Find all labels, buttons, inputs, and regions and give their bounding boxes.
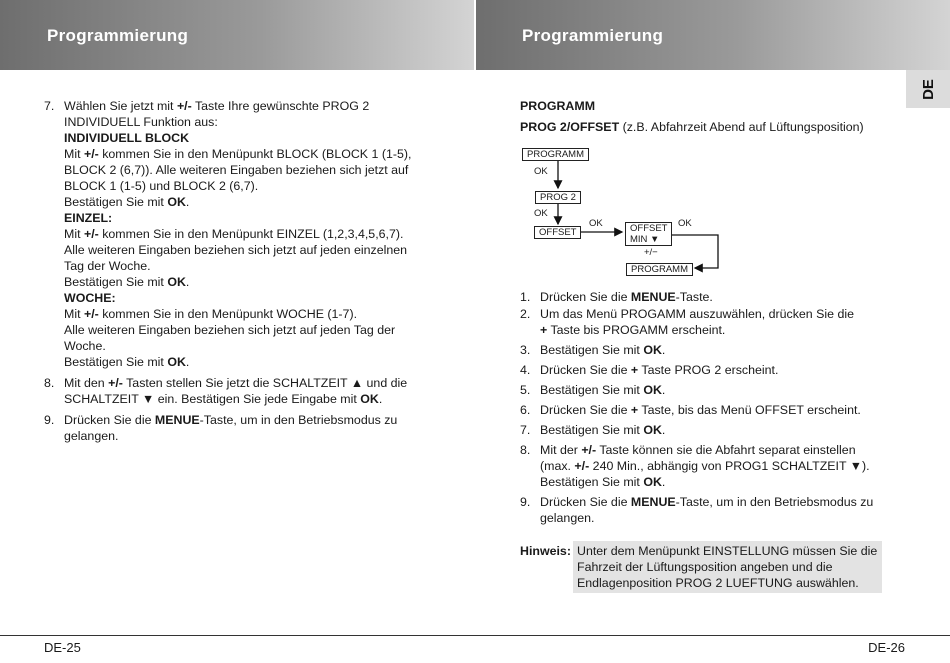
language-tab: [906, 70, 950, 108]
text: Taste PROG 2 erscheint.: [638, 363, 779, 377]
text: Mit: [64, 227, 84, 241]
hint-text: [573, 541, 882, 593]
item-number: 9.: [520, 495, 531, 509]
text: Alle weiteren Eingaben beziehen sich jetzt auf jeden einzelnen: [64, 243, 408, 257]
key-label: MENUE: [630, 290, 676, 304]
key-label: OK: [167, 355, 186, 369]
item-number: 8.: [44, 376, 55, 390]
key-label: OK: [167, 195, 186, 209]
text: Mit den: [64, 376, 109, 390]
hint-box: [520, 541, 882, 593]
text: SCHALTZEIT ▼ ein. Bestätigen Sie jede Eingabe mit: [64, 392, 361, 406]
text: Fahrzeit der Lüftungsposition angeben und die: [577, 560, 833, 574]
item-number: 3.: [520, 343, 531, 357]
text: Unter dem Menüpunkt EINSTELLUNG müssen Sie die: [577, 544, 878, 558]
right-column: [520, 98, 900, 135]
text: -Taste.: [675, 290, 713, 304]
list-item: [520, 402, 900, 418]
text: BLOCK 2 (6,7)). Alle weiteren Eingaben beziehen sich jetzt auf: [64, 163, 409, 177]
left-page-number: DE-25: [44, 640, 81, 655]
text: Taste bis PROGAMM erscheint.: [547, 323, 726, 337]
text: Bestätigen Sie mit: [540, 423, 644, 437]
list-item: [520, 362, 900, 378]
flow-box-programm-end: PROGRAMM: [626, 263, 693, 276]
text: Bestätigen Sie mit: [540, 343, 644, 357]
text: .: [185, 355, 190, 369]
key-label: +/-: [581, 443, 597, 457]
text: INDIVIDUELL Funktion aus:: [64, 115, 218, 129]
text: Mit: [64, 147, 84, 161]
text: Woche.: [64, 339, 106, 353]
flow-box-offset-min: [625, 222, 672, 246]
key-label: OK: [643, 343, 662, 357]
list-item: [520, 306, 900, 338]
text: OFFSET: [630, 223, 668, 234]
key-label: MENUE: [154, 413, 200, 427]
text: BLOCK 1 (1-5) und BLOCK 2 (6,7).: [64, 179, 259, 193]
text: (z.B. Abfahrzeit Abend auf Lüftungsposition): [619, 120, 864, 134]
text: Bestätigen Sie mit: [540, 475, 644, 489]
text: Bestätigen Sie mit: [540, 383, 644, 397]
hint-label: Hinweis:: [520, 544, 571, 558]
list-item: [520, 289, 900, 305]
key-label: OK: [360, 392, 379, 406]
text: Mit der: [540, 443, 582, 457]
subheading: INDIVIDUELL BLOCK: [64, 131, 190, 145]
text: Bestätigen Sie mit: [64, 275, 168, 289]
text: MIN ▼: [630, 234, 660, 245]
text: .: [185, 275, 190, 289]
text: Mit: [64, 307, 84, 321]
text: -Taste, um in den Betriebsmodus zu: [199, 413, 398, 427]
text: Drücken Sie die: [540, 403, 631, 417]
section-heading: PROGRAMM: [520, 99, 596, 113]
key-label: +/-: [574, 459, 590, 473]
text: Taste, bis das Menü OFFSET erscheint.: [638, 403, 861, 417]
section-subheading: PROG 2/OFFSET: [520, 120, 620, 134]
text: Alle weiteren Eingaben beziehen sich jetzt auf jeden Tag der: [64, 323, 396, 337]
text: Drücken Sie die: [540, 495, 631, 509]
text: .: [661, 343, 666, 357]
text: .: [661, 475, 666, 489]
list-item: [44, 375, 424, 407]
text: .: [661, 383, 666, 397]
text: Drücken Sie die: [64, 413, 155, 427]
flow-ok-label: OK: [534, 166, 548, 177]
text: kommen Sie in den Menüpunkt BLOCK (BLOCK 1 (1-5),: [98, 147, 412, 161]
list-item: [520, 382, 900, 398]
text: Drücken Sie die: [540, 363, 631, 377]
right-header-band: [476, 0, 950, 70]
text: Tag der Woche.: [64, 259, 151, 273]
key-label: OK: [643, 383, 662, 397]
text: Endlagenposition PROG 2 LUEFTUNG auswählen.: [577, 576, 859, 590]
text: Taste können sie die Abfahrt separat einstellen: [596, 443, 856, 457]
key-label: +/-: [176, 99, 192, 113]
key-label: +: [540, 323, 548, 337]
text: Wählen Sie jetzt mit: [64, 99, 177, 113]
text: gelangen.: [64, 429, 119, 443]
key-label: OK: [643, 423, 662, 437]
right-page-title: Programmierung: [522, 26, 664, 45]
item-body: [64, 412, 424, 444]
item-number: 9.: [44, 413, 55, 427]
left-header-band: [0, 0, 474, 70]
subheading: EINZEL:: [64, 211, 113, 225]
item-number: 1.: [520, 290, 531, 304]
subheading: WOCHE:: [64, 291, 116, 305]
list-item: [44, 98, 424, 370]
flow-ok-label: OK: [678, 218, 692, 229]
key-label: OK: [643, 475, 662, 489]
text: .: [378, 392, 383, 406]
text: .: [185, 195, 190, 209]
list-item: [520, 442, 900, 490]
text: gelangen.: [540, 511, 595, 525]
text: -Taste, um in den Betriebsmodus zu: [675, 495, 874, 509]
key-label: +/-: [83, 147, 99, 161]
text: Um das Menü PROGAMM auszuwählen, drücken Sie die: [540, 307, 855, 321]
list-item: [520, 342, 900, 358]
text: kommen Sie in den Menüpunkt WOCHE (1-7).: [98, 307, 358, 321]
left-page-title: Programmierung: [47, 26, 189, 45]
language-label: DE: [919, 78, 937, 100]
flow-ok-label: OK: [534, 208, 548, 219]
text: Drücken Sie die: [540, 290, 631, 304]
key-label: OK: [167, 275, 186, 289]
key-label: +/-: [83, 227, 99, 241]
menu-flow-diagram: [522, 146, 732, 281]
key-label: MENUE: [630, 495, 676, 509]
item-number: 7.: [44, 99, 55, 113]
right-steps: [520, 289, 900, 526]
left-column: [44, 98, 424, 444]
text: Taste Ihre gewünschte PROG 2: [191, 99, 370, 113]
list-item: [520, 422, 900, 438]
text: Tasten stellen Sie jetzt die SCHALTZEIT ▲ und die: [122, 376, 408, 390]
key-label: +: [630, 363, 639, 377]
flow-ok-label: OK: [589, 218, 603, 229]
item-number: 5.: [520, 383, 531, 397]
flow-box-prog2: PROG 2: [535, 191, 581, 204]
text: 240 Min., abhängig von PROG1 SCHALTZEIT ▼).: [589, 459, 870, 473]
footer-rule: [0, 635, 950, 636]
text: kommen Sie in den Menüpunkt EINZEL (1,2,3,4,5,6,7).: [98, 227, 404, 241]
flow-arrows: [522, 146, 732, 281]
right-page-number: DE-26: [868, 640, 905, 655]
item-number: 8.: [520, 443, 531, 457]
text: (max.: [540, 459, 575, 473]
list-item: [520, 494, 900, 526]
key-label: +/-: [108, 376, 123, 390]
item-number: 7.: [520, 423, 531, 437]
item-body: [64, 98, 424, 370]
flow-box-offset: OFFSET: [534, 226, 581, 239]
item-number: 6.: [520, 403, 531, 417]
text: Bestätigen Sie mit: [64, 195, 168, 209]
list-item: [44, 412, 424, 444]
flow-plusminus-label: +/−: [644, 247, 658, 258]
text: .: [661, 423, 666, 437]
text: Bestätigen Sie mit: [64, 355, 168, 369]
item-body: [64, 375, 424, 407]
item-number: 2.: [520, 307, 531, 321]
item-number: 4.: [520, 363, 531, 377]
key-label: +/-: [83, 307, 99, 321]
flow-box-programm: PROGRAMM: [522, 148, 589, 161]
key-label: +: [630, 403, 639, 417]
